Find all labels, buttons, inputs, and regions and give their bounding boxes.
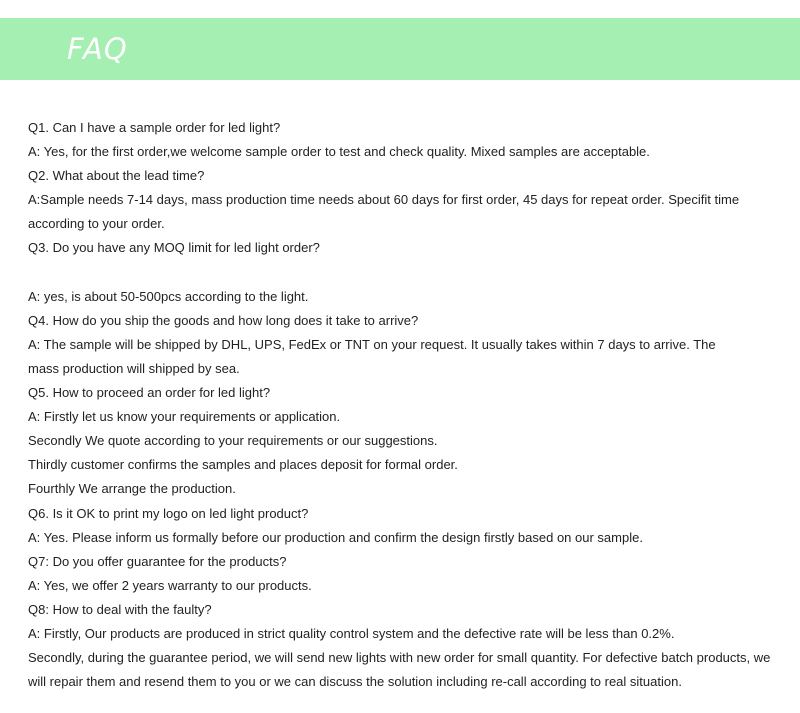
faq-line: A: Firstly let us know your requirements or application. xyxy=(28,409,341,425)
faq-line: Q4. How do you ship the goods and how long does it take to arrive? xyxy=(28,312,419,328)
faq-line: A: Yes, for the first order,we welcome sample order to test and check quality. Mixed samples are acceptable. xyxy=(28,144,650,160)
faq-line: Q3. Do you have any MOQ limit for led light order? xyxy=(28,240,320,256)
faq-line: Thirdly customer confirms the samples and places deposit for formal order. xyxy=(28,457,458,473)
faq-line: Q6. Is it OK to print my logo on led light product? xyxy=(28,505,309,521)
faq-line: A: Firstly, Our products are produced in strict quality control system and the defective rate will be less than 0.2%. xyxy=(28,625,675,641)
faq-line: Secondly, during the guarantee period, we will send new lights with new order for small quantity. For defective batch products, we xyxy=(28,650,771,666)
faq-line: Q5. How to proceed an order for led light? xyxy=(28,385,271,401)
faq-line: A: Yes. Please inform us formally before our production and confirm the design firstly based on our sample. xyxy=(28,529,643,545)
faq-blank-line xyxy=(28,261,788,285)
faq-header-banner xyxy=(0,18,800,80)
faq-line: Secondly We quote according to your requirements or our suggestions. xyxy=(28,433,438,449)
faq-line: Q1. Can I have a sample order for led light? xyxy=(28,120,281,135)
faq-title: FAQ xyxy=(67,32,128,66)
faq-line: A:Sample needs 7-14 days, mass production time needs about 60 days for first order, 45 days for repeat order. Specifit time xyxy=(28,192,740,208)
faq-content xyxy=(28,116,788,694)
faq-line: Q8: How to deal with the faulty? xyxy=(28,601,212,617)
faq-line: mass production will shipped by sea. xyxy=(28,360,240,376)
faq-line: Q7: Do you offer guarantee for the products? xyxy=(28,553,287,569)
faq-line: A: Yes, we offer 2 years warranty to our products. xyxy=(28,577,312,593)
faq-line: according to your order. xyxy=(28,216,165,232)
faq-line: Fourthly We arrange the production. xyxy=(28,481,236,497)
faq-line: Q2. What about the lead time? xyxy=(28,168,205,184)
faq-line: A: The sample will be shipped by DHL, UPS, FedEx or TNT on your request. It usually takes within 7 days to arrive. The xyxy=(28,336,716,352)
faq-line: A: yes, is about 50-500pcs according to the light. xyxy=(28,288,309,304)
faq-line: will repair them and resend them to you or we can discuss the solution including re-call according to real situation. xyxy=(28,674,682,690)
